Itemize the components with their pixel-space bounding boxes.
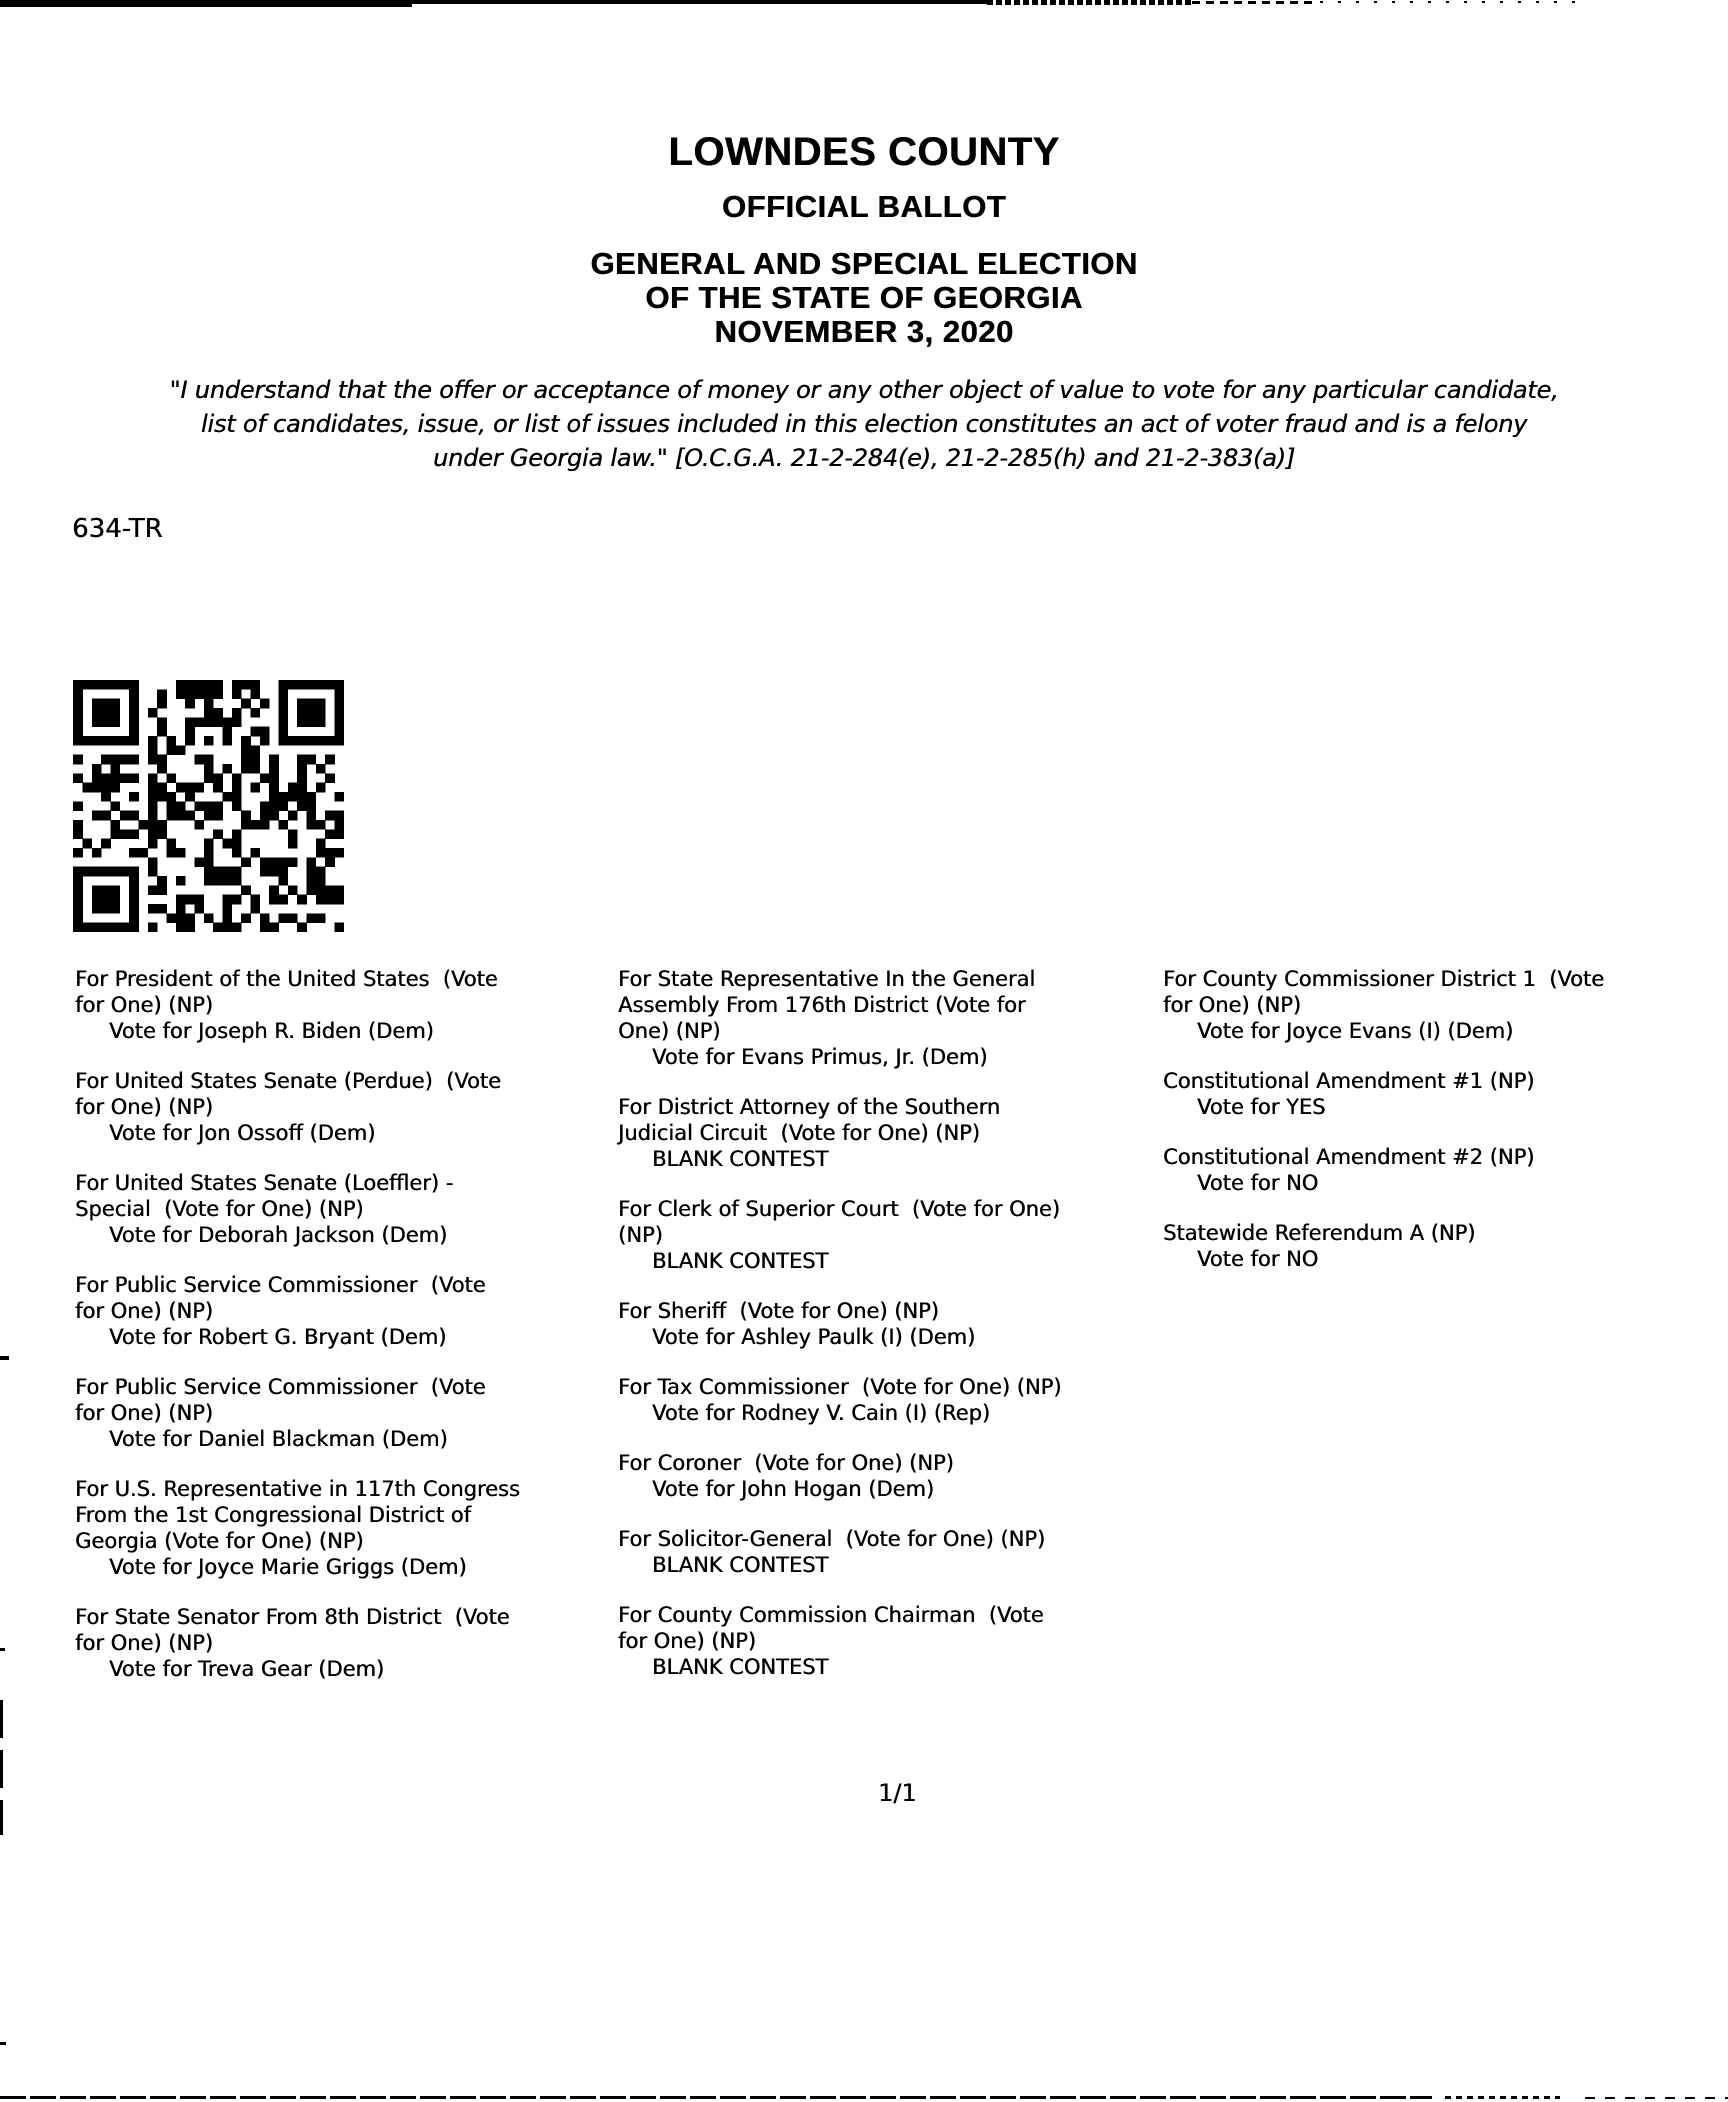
scan-artifact-top-line [987,0,1192,5]
qr-code-svg [72,680,345,932]
contest-choice-line: Vote for NO [1197,1171,1319,1195]
contest-choice-line: Vote for YES [1197,1095,1326,1119]
contest-title-line: for One) (NP) [618,1629,756,1653]
election-title [0,247,1728,349]
contest-title-line: Constitutional Amendment #2 (NP) [1163,1145,1535,1169]
contest-title-line: for One) (NP) [75,1401,213,1425]
contest-choice-line: Vote for Joyce Marie Griggs (Dem) [109,1555,467,1579]
contest-choice-line: Vote for Daniel Blackman (Dem) [109,1427,448,1451]
contest-title-line: For District Attorney of the Southern [618,1095,1001,1119]
contest-choice-line: Vote for NO [1197,1247,1319,1271]
voter-fraud-notice [0,373,1728,475]
contest-title-line: for One) (NP) [75,1299,213,1323]
contest [75,1068,615,1146]
contest [1163,1068,1725,1120]
contest-title-line: Judicial Circuit (Vote for One) (NP) [618,1121,980,1145]
contest-choice-line: Vote for Jon Ossoff (Dem) [109,1121,376,1145]
contest-title-line: For State Representative In the General [618,967,1036,991]
contest-title-line: for One) (NP) [75,993,213,1017]
scan-artifact-left-tick [0,1356,9,1360]
contest-title-line: for One) (NP) [75,1095,213,1119]
contest-title-line: Constitutional Amendment #1 (NP) [1163,1069,1535,1093]
scan-artifact-top-line [412,0,987,4]
contest-title-line: (NP) [618,1223,663,1247]
contest-column-1 [75,966,615,1706]
contest-title-line: For Clerk of Superior Court (Vote for One) [618,1197,1060,1221]
contest [1163,966,1725,1044]
contest-title-line: For State Senator From 8th District (Vote [75,1605,510,1629]
election-title-line: NOVEMBER 3, 2020 [714,314,1014,349]
contest-title-line: For County Commissioner District 1 (Vote [1163,967,1605,991]
contest [75,1476,615,1580]
contest-title-line: For United States Senate (Perdue) (Vote [75,1069,501,1093]
contest-choice-line: Vote for Rodney V. Cain (I) (Rep) [652,1401,991,1425]
contest [75,966,615,1044]
contest-choice-line: BLANK CONTEST [652,1553,829,1577]
contest-choice-line: Vote for Joseph R. Biden (Dem) [109,1019,434,1043]
contest-title-line: For Tax Commissioner (Vote for One) (NP) [618,1375,1062,1399]
contest-choice-line: Vote for Treva Gear (Dem) [109,1657,385,1681]
contest-choice-line: BLANK CONTEST [652,1655,829,1679]
contest-choice-line: Vote for John Hogan (Dem) [652,1477,935,1501]
contest-title-line: Assembly From 176th District (Vote for [618,993,1026,1017]
contest-title-line: For Solicitor-General (Vote for One) (NP) [618,1527,1046,1551]
contest-title-line: For Sheriff (Vote for One) (NP) [618,1299,939,1323]
scan-artifact-left-tick [0,2042,6,2045]
contest [618,1374,1160,1426]
contest-title-line: For U.S. Representative in 117th Congress [75,1477,520,1501]
page-number: 1/1 [878,1779,917,1807]
contest-title-line: For United States Senate (Loeffler) - [75,1171,454,1195]
contest-title-line: for One) (NP) [1163,993,1301,1017]
scan-artifact-top-line [0,0,412,7]
contest-choice-line: Vote for Deborah Jackson (Dem) [109,1223,448,1247]
contest [618,1298,1160,1350]
contest [618,1602,1160,1680]
election-title-line: OF THE STATE OF GEORGIA [645,280,1083,315]
contest [1163,1220,1725,1272]
contest [75,1170,615,1248]
contest [618,1196,1160,1274]
scan-artifact-bottom-line [1585,2097,1728,2099]
contest [618,1450,1160,1502]
voter-fraud-notice-line: "I understand that the offer or acceptance of money or any other object of value to vote for any particular candidate, [169,376,1559,404]
contest-choice-line: BLANK CONTEST [652,1249,829,1273]
scan-artifact-left-line [0,1700,3,1835]
contest-title-line: From the 1st Congressional District of [75,1503,471,1527]
contest [618,966,1160,1070]
scan-artifact-left-tick [0,1648,5,1651]
contest-title-line: Statewide Referendum A (NP) [1163,1221,1476,1245]
county-title: LOWNDES COUNTY [668,130,1060,174]
contest-title-line: For Coroner (Vote for One) (NP) [618,1451,954,1475]
contest [618,1526,1160,1578]
contest-column-3 [1163,966,1725,1296]
scan-artifact-top-line [1320,1,1580,3]
contest-choice-line: Vote for Ashley Paulk (I) (Dem) [652,1325,976,1349]
contest [75,1604,615,1682]
contest [618,1094,1160,1172]
contest-column-2 [618,966,1160,1704]
precinct-code: 634-TR [72,514,163,544]
scan-artifact-top-line [1192,1,1312,4]
contest-title-line: Georgia (Vote for One) (NP) [75,1529,364,1553]
contest-title-line: Special (Vote for One) (NP) [75,1197,364,1221]
voter-fraud-notice-line: list of candidates, issue, or list of issues included in this election constitutes an act of voter fraud and is a felony [200,410,1528,438]
contest-title-line: For Public Service Commissioner (Vote [75,1375,486,1399]
scan-artifact-bottom-line [0,2096,1432,2099]
scan-artifact-bottom-line [1445,2096,1560,2099]
contest-choice-line: Vote for Joyce Evans (I) (Dem) [1197,1019,1514,1043]
contest [75,1374,615,1452]
contest-title-line: for One) (NP) [75,1631,213,1655]
voter-fraud-notice-line: under Georgia law." [O.C.G.A. 21-2-284(e), 21-2-285(h) and 21-2-383(a)] [433,444,1295,472]
election-title-line: GENERAL AND SPECIAL ELECTION [590,246,1138,281]
contest-title-line: For Public Service Commissioner (Vote [75,1273,486,1297]
contest-choice-line: BLANK CONTEST [652,1147,829,1171]
contest-choice-line: Vote for Robert G. Bryant (Dem) [109,1325,447,1349]
contest [1163,1144,1725,1196]
contest-title-line: One) (NP) [618,1019,721,1043]
contest [75,1272,615,1350]
contest-title-line: For President of the United States (Vote [75,967,498,991]
contest-title-line: For County Commission Chairman (Vote [618,1603,1044,1627]
contest-choice-line: Vote for Evans Primus, Jr. (Dem) [652,1045,988,1069]
ballot-title: OFFICIAL BALLOT [721,189,1007,224]
ballot-qr-code-icon [72,680,345,932]
